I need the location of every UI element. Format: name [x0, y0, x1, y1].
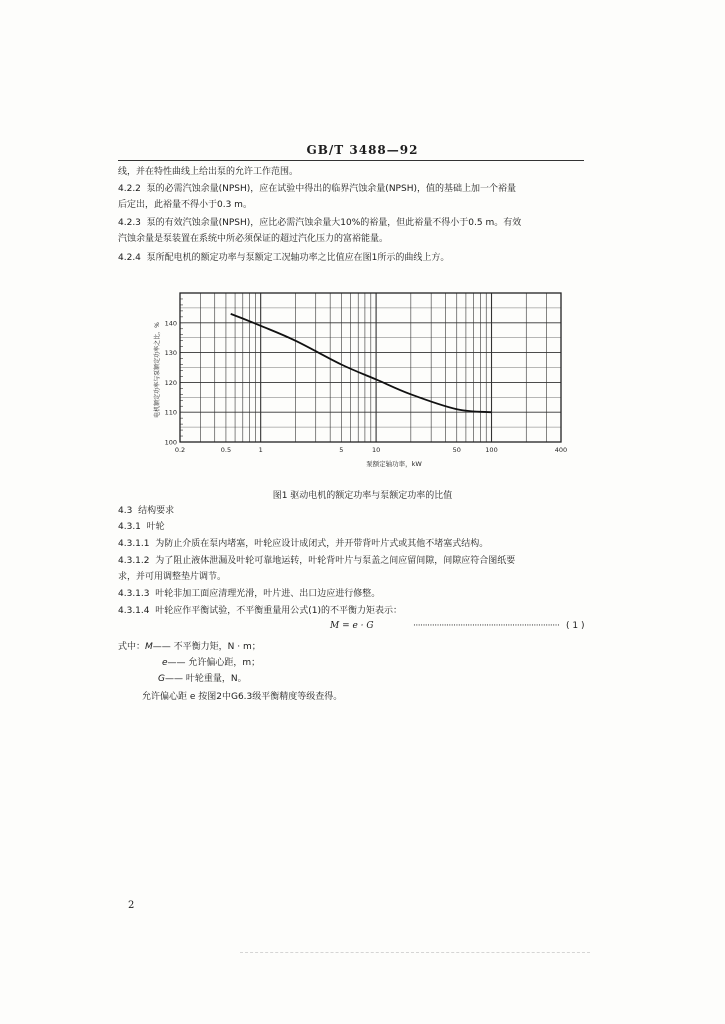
intro-line: 线，并在特性曲线上给出泵的允许工作范围。: [118, 167, 299, 177]
y-tick-label: 130: [164, 349, 177, 358]
subsection-title: 叶轮: [146, 522, 165, 532]
item-text: 为了阻止液体泄漏及叶轮可靠地运转，叶轮背叶片与泵盖之间应留间隙，间隙应符合图纸要: [155, 556, 516, 566]
y-tick-label: 110: [164, 408, 177, 417]
clause-text: 泵的有效汽蚀余量(NPSH)，应比必需汽蚀余量大10%的裕量，但此裕量不得小于0.5 m。有效: [146, 218, 522, 228]
header-rule: [118, 160, 584, 161]
x-tick-label: 100: [485, 446, 498, 454]
equation-leader-dots: ······························································: [413, 621, 560, 631]
item-number: 4.3.1.3: [118, 589, 150, 599]
symbol: e: [162, 658, 168, 668]
clause-text: 泵的必需汽蚀余量(NPSH)，应在试验中得出的临界汽蚀余量(NPSH)，值的基础上加一个裕量: [146, 184, 516, 194]
clause-4-2-2: [118, 181, 516, 213]
y-tick-label: 120: [164, 378, 177, 387]
chart-grid: [180, 293, 561, 442]
where-block: [118, 639, 261, 687]
page-number: 2: [128, 900, 135, 911]
item-4-3-1-3: [118, 586, 380, 602]
item-4-3-1-1: [118, 536, 488, 552]
closing-line: 允许偏心距 e 按图2中G6.3级平衡精度等级查得。: [142, 692, 343, 702]
x-tick-label: 10: [371, 446, 381, 454]
power-ratio-chart: [140, 285, 590, 475]
x-tick-label: 50: [452, 446, 461, 454]
y-tick-label: 100: [164, 438, 177, 447]
item-number: 4.3.1.1: [118, 539, 150, 549]
figure-caption: 图1 驱动电机的额定功率与泵额定功率的比值: [272, 491, 453, 501]
clause-text: 汽蚀余量是泵装置在系统中所必须保证的超过汽化压力的富裕能量。: [118, 234, 389, 244]
y-tick-label: 140: [164, 319, 177, 328]
section-4-3: [118, 503, 174, 519]
item-4-3-1-4: [118, 603, 402, 619]
symbol-definition: —— 不平衡力矩，N · m；: [152, 642, 261, 652]
y-axis-label: 电机额定功率与泵额定功率之比，%: [154, 322, 161, 418]
clause-number: 4.2.2: [118, 184, 141, 194]
item-4-3-1-2: [118, 553, 515, 585]
x-tick-labels: [175, 446, 567, 454]
x-tick-label: 5: [339, 446, 344, 454]
item-text: 求，并可用调整垫片调节。: [118, 572, 227, 582]
section-title: 结构要求: [138, 506, 175, 516]
scan-artifact-line: [240, 952, 590, 953]
x-tick-label: 0.2: [174, 446, 186, 454]
item-text: 叶轮非加工面应清理光滑，叶片进、出口边应进行修整。: [155, 589, 381, 599]
symbol-definition: —— 叶轮重量，N。: [164, 674, 247, 684]
clause-text: 泵所配电机的额定功率与泵额定工况轴功率之比值应在图1所示的曲线上方。: [146, 253, 450, 263]
equation-number: ( 1 ): [566, 621, 585, 631]
equation: M = e · G: [330, 621, 374, 631]
section-number: 4.3: [118, 506, 133, 516]
clause-number: 4.2.3: [118, 218, 141, 228]
x-axis-label: 泵额定轴功率，kW: [366, 460, 422, 468]
symbol: M: [145, 642, 153, 652]
subsection-number: 4.3.1: [118, 522, 141, 532]
clause-4-2-4: [118, 250, 449, 266]
clause-text: 后定出，此裕量不得小于0.3 m。: [118, 200, 252, 210]
clause-number: 4.2.4: [118, 253, 141, 263]
clause-4-2-3: [118, 215, 521, 247]
y-tick-labels: [165, 319, 177, 446]
where-lead: 式中：: [118, 642, 146, 652]
x-tick-label: 400: [554, 446, 568, 454]
x-tick-label: 1: [258, 446, 263, 454]
symbol-definition: —— 允许偏心距，m；: [167, 658, 261, 668]
item-number: 4.3.1.4: [118, 606, 150, 616]
item-text: 叶轮应作平衡试验，不平衡重量用公式(1)的不平衡力矩表示：: [155, 606, 402, 616]
symbol: G: [158, 674, 165, 684]
item-number: 4.3.1.2: [118, 556, 150, 566]
item-text: 为防止介质在泵内堵塞，叶轮应设计成闭式，并开带背叶片式或其他不堵塞式结构。: [155, 539, 489, 549]
subsection-4-3-1: [118, 519, 165, 535]
x-tick-label: 0.5: [220, 446, 232, 454]
page-header: GB/T 3488—92: [306, 143, 419, 157]
